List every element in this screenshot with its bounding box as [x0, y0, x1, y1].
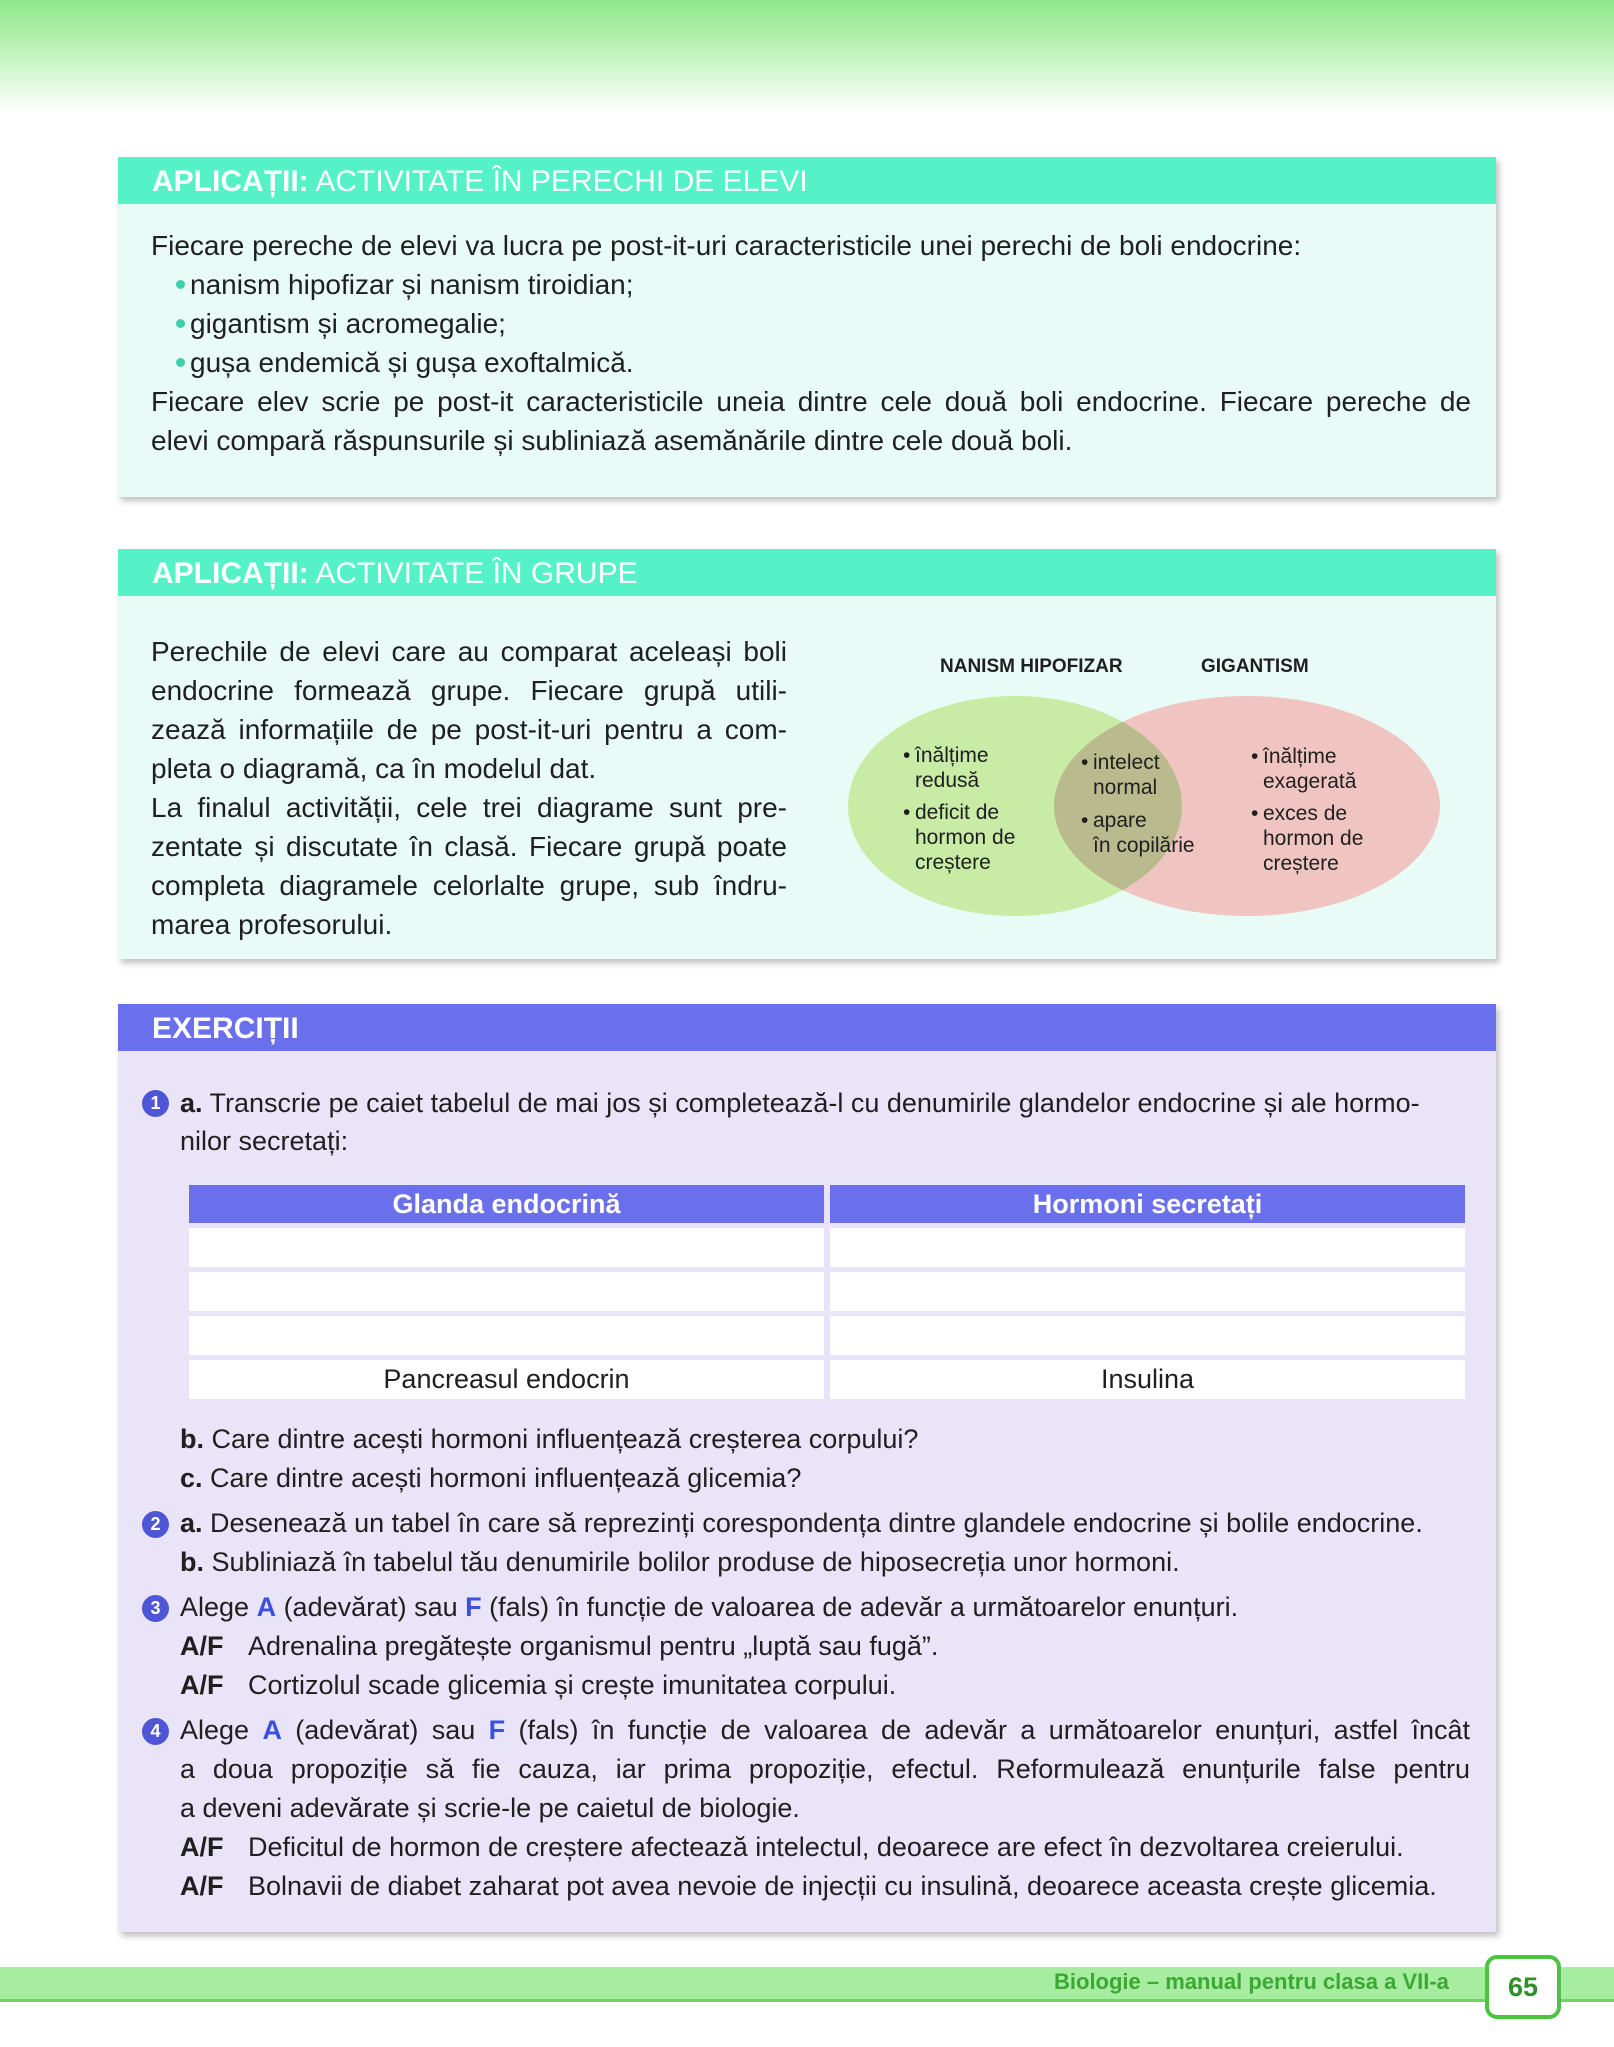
exercise-4-item-1: A/F Deficitul de hormon de creștere afectează intelectul, deoarece are efect în dezvoltarea creierului. [180, 1832, 1404, 1862]
exercise-4-line1: Alege A (adevărat) sau F (fals) în funcție de valoarea de adevăr a următoarelor enunțuri, astfel încât [180, 1715, 1471, 1745]
groups-line-5: La finalul activității, cele trei diagrame sunt pre- [151, 792, 787, 823]
exercise-4-line3: a deveni adevărate și scrie-le pe caietul de biologie. [180, 1793, 800, 1823]
table-cell: Pancreasul endocrin [189, 1360, 824, 1399]
pairs-bullet-1: nanism hipofizar și nanism tiroidian; [190, 265, 634, 304]
exercise-1a-line2: nilor secretați: [180, 1126, 349, 1156]
table-header-row [189, 1185, 1465, 1223]
groups-line-1: Perechile de elevi care au comparat aceleași boli [151, 636, 787, 667]
exercise-4-number: 4 [142, 1718, 169, 1745]
table-cell [189, 1228, 824, 1267]
pairs-bullet-3: gușa endemică și gușa exoftalmică. [190, 343, 634, 382]
table-row [189, 1360, 1465, 1399]
exercise-2a: a. Desenează un tabel în care să reprezinți corespondența dintre glandele endocrine și bolile endocrine. [180, 1508, 1423, 1538]
pairs-intro: Fiecare pereche de elevi va lucra pe post-it-uri caracteristicile unei perechi de boli endocrine: [151, 230, 1302, 261]
pairs-outro-line1: Fiecare elev scrie pe post-it caracteristicile uneia dintre cele două boli endocrine. Fiecare pereche de [151, 386, 1471, 417]
table-row [189, 1272, 1465, 1311]
venn-left-item-1: • înălțime redusă [903, 744, 989, 792]
groups-line-7: completa diagramele celorlalte grupe, sub îndru- [151, 870, 787, 901]
table-cell [830, 1272, 1465, 1311]
venn-right-title: GIGANTISM [1201, 656, 1309, 677]
table-cell [830, 1316, 1465, 1355]
table-cell [189, 1272, 824, 1311]
pairs-outro-line2: elevi compară răspunsurile și subliniază asemănările dintre cele două boli. [151, 425, 1073, 456]
venn-center-item-2: • apare în copilărie [1081, 809, 1195, 857]
groups-line-4: pleta o diagramă, ca în modelul dat. [151, 753, 597, 784]
table-cell [830, 1228, 1465, 1267]
exercises-title: EXERCIȚII [152, 1012, 299, 1045]
exercise-1-number: 1 [142, 1090, 169, 1117]
footer-book-title: Biologie – manual pentru clasa a VII-a [1054, 1969, 1449, 1994]
groups-line-8: marea profesorului. [151, 909, 393, 940]
table-row [189, 1316, 1465, 1355]
venn-left-item-2: • deficit de hormon de creștere [903, 801, 1016, 874]
exercise-2-number: 2 [142, 1511, 169, 1538]
venn-left-title: NANISM HIPOFIZAR [940, 656, 1123, 677]
groups-line-3: zează informațiile de pe post-it-uri pentru a com- [151, 714, 787, 745]
table-header-hormones: Hormoni secretați [830, 1185, 1465, 1223]
header-bold: APLICAȚII: [152, 557, 309, 590]
header-bold: APLICAȚII: [152, 165, 309, 198]
page-number: 65 [1485, 1955, 1561, 2019]
table-cell [189, 1316, 824, 1355]
header-rest: ACTIVITATE ÎN GRUPE [308, 557, 638, 590]
exercise-1c: c. Care dintre acești hormoni influențează glicemia? [180, 1463, 802, 1493]
exercise-3-number: 3 [142, 1595, 169, 1622]
exercise-3-item-2: A/F Cortizolul scade glicemia și crește imunitatea corpului. [180, 1670, 897, 1700]
exercise-2b: b. Subliniază în tabelul tău denumirile bolilor produse de hiposecreția unor hormoni. [180, 1547, 1180, 1577]
exercise-1a-line1: a. Transcrie pe caiet tabelul de mai jos și completează-l cu denumirile glandelor endocrine și ale hormo- [180, 1088, 1420, 1118]
exercise-4-line2: a doua propoziție să fie cauza, iar prima propoziție, efectul. Reformulează enunțurile false pentru [180, 1754, 1470, 1784]
glands-table [183, 1180, 1471, 1404]
groups-line-2: endocrine formează grupe. Fiecare grupă utili- [151, 675, 787, 706]
pairs-bullet-2: gigantism și acromegalie; [190, 304, 506, 343]
header-rest: ACTIVITATE ÎN PERECHI DE ELEVI [308, 165, 808, 198]
venn-right-item-2: • exces de hormon de creștere [1251, 802, 1364, 875]
activity-groups-header [118, 549, 1496, 596]
exercise-3-prompt: Alege A (adevărat) sau F (fals) în funcție de valoarea de adevăr a următoarelor enunțuri. [180, 1592, 1239, 1622]
exercise-1b: b. Care dintre acești hormoni influențează creșterea corpului? [180, 1424, 919, 1454]
venn-right-item-1: • înălțime exagerată [1251, 745, 1357, 793]
activity-pairs-header [118, 157, 1496, 204]
footer-rule [0, 1999, 1614, 2002]
table-header-gland: Glanda endocrină [189, 1185, 824, 1223]
exercise-3-item-1: A/F Adrenalina pregătește organismul pentru „luptă sau fugă”. [180, 1631, 939, 1661]
venn-center-item-1: • intelect normal [1081, 751, 1160, 799]
groups-line-6: zentate și discutate în clasă. Fiecare grupă poate [151, 831, 787, 862]
table-row [189, 1228, 1465, 1267]
exercise-4-item-2: A/F Bolnavii de diabet zaharat pot avea nevoie de injecții cu insulină, deoarece aceasta crește glicemia. [180, 1871, 1437, 1901]
top-band [0, 0, 1614, 112]
table-cell: Insulina [830, 1360, 1465, 1399]
exercises-header [118, 1004, 1496, 1051]
